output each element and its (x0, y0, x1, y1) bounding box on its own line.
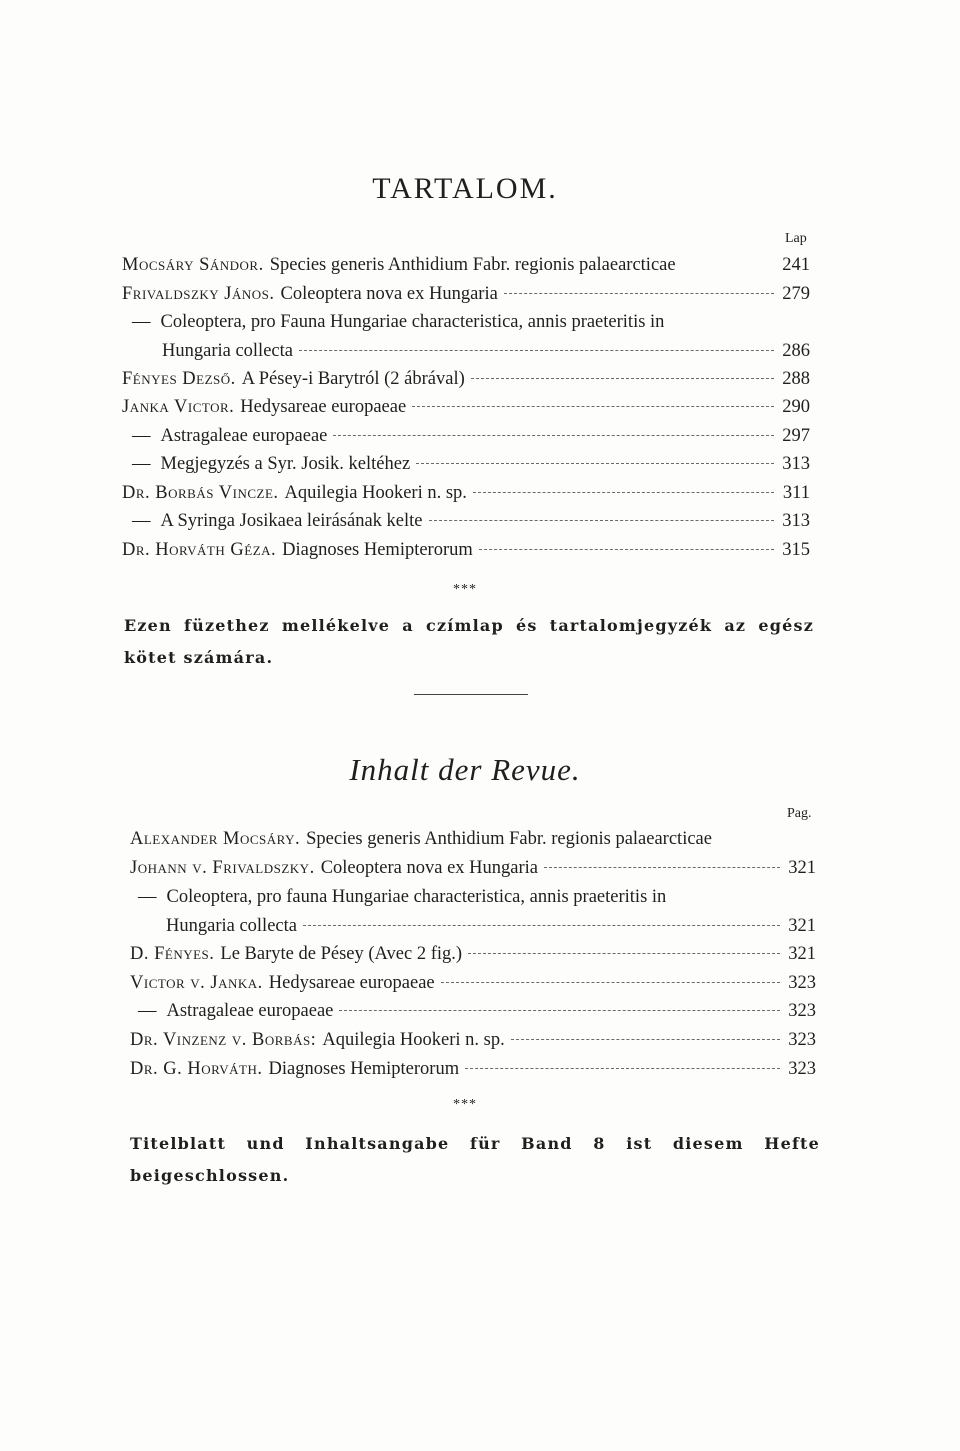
entry-title: Coleoptera, pro Fauna Hungariae characteristica, annis praeteritis in (160, 312, 665, 332)
ditto-dash: — (138, 1001, 157, 1021)
toc-entry (130, 1027, 816, 1053)
supplement-note: Titelblatt und Inhaltsangabe für Band 8 ist diesem Hefte beigeschlossen. (130, 1134, 820, 1185)
entry-title: Hedysareae europaeae (268, 973, 435, 993)
entry-title: Coleoptera, pro fauna Hungariae characteristica, annis praeteritis in (166, 887, 667, 907)
entry-author: Dr. G. Horváth. (130, 1059, 263, 1079)
toc-entry (122, 281, 810, 307)
toc-entry (138, 998, 816, 1024)
entry-author: Janka Victor. (122, 397, 235, 417)
entry-page: 323 (788, 973, 816, 993)
entry-title: Aquilegia Hookeri n. sp. (322, 1030, 505, 1050)
entry-title: Diagnoses Hemipterorum (268, 1059, 460, 1079)
entry-page: 323 (788, 1001, 816, 1021)
entry-page: 321 (788, 858, 816, 878)
toc-entry (132, 423, 810, 449)
toc-entry (122, 537, 810, 563)
entry-page: 315 (782, 540, 810, 560)
ditto-dash: — (132, 426, 151, 446)
entry-page: 286 (782, 341, 810, 361)
toc-entry (130, 855, 816, 881)
dot-leader (511, 1039, 780, 1040)
entry-title: Astragaleae europaeae (166, 1001, 334, 1021)
entry-title: Hungaria collecta (162, 341, 293, 361)
entry-title: A Pésey-i Barytról (2 ábrával) (241, 369, 465, 389)
toc-entry (122, 252, 810, 278)
dot-leader (339, 1010, 780, 1011)
ditto-dash: — (138, 887, 157, 907)
entry-title: Species generis Anthidium Fabr. regionis palaearcticae (269, 255, 676, 275)
entry-author: Mocsáry Sándor. (122, 255, 264, 275)
entry-author: Dr. Borbás Vincze. (122, 483, 279, 503)
entry-page: 321 (788, 916, 816, 936)
entry-page: 279 (782, 284, 810, 304)
toc-entry (130, 826, 816, 852)
page-column-label: Pag. (787, 806, 812, 821)
entry-author: Dr. Horváth Géza. (122, 540, 277, 560)
toc-entry (130, 970, 816, 996)
entry-page: 297 (782, 426, 810, 446)
dot-leader (441, 982, 780, 983)
dot-leader (429, 520, 775, 521)
toc-entry (130, 941, 816, 967)
entry-author: Victor v. Janka. (130, 973, 263, 993)
dot-leader (299, 350, 774, 351)
entry-title: Hungaria collecta (166, 916, 297, 936)
entry-author: Johann v. Frivaldszky. (130, 858, 315, 878)
entry-author: D. Fényes. (130, 944, 215, 964)
dot-leader (416, 463, 774, 464)
entry-title: Le Baryte de Pésey (Avec 2 fig.) (220, 944, 463, 964)
entry-page: 313 (782, 454, 810, 474)
toc-entry (166, 913, 816, 939)
dot-leader (473, 492, 774, 493)
dot-leader (504, 293, 774, 294)
toc-entry (132, 451, 810, 477)
entry-title: Hedysareae europaeae (240, 397, 407, 417)
toc-entry (162, 338, 810, 364)
dot-leader (479, 549, 774, 550)
toc-entry (122, 394, 810, 420)
dot-leader (303, 925, 780, 926)
toc-entry (132, 309, 780, 335)
dot-leader (333, 435, 774, 436)
entry-title: Species generis Anthidium Fabr. regionis palaearcticae (306, 829, 712, 849)
entry-title: Coleoptera nova ex Hungaria (280, 284, 498, 304)
toc-entry (138, 884, 788, 910)
entry-title: Megjegyzés a Syr. Josik. keltéhez (160, 454, 411, 474)
entry-page: 290 (782, 397, 810, 417)
toc-entry (122, 366, 810, 392)
entry-author: Fényes Dezső. (122, 369, 236, 389)
entry-title: Astragaleae europaeae (160, 426, 328, 446)
entry-page: 241 (782, 255, 810, 275)
entry-author: Dr. Vinzenz v. Borbás: (130, 1030, 317, 1050)
dot-leader (412, 406, 774, 407)
entry-page: 288 (782, 369, 810, 389)
ditto-dash: — (132, 312, 151, 332)
entry-author: Alexander Mocsáry. (130, 829, 301, 849)
section-title: Inhalt der Revue. (349, 752, 581, 787)
page-column-label: Lap (785, 231, 807, 246)
ditto-dash: — (132, 511, 151, 531)
entry-title: Coleoptera nova ex Hungaria (320, 858, 538, 878)
dot-leader (471, 378, 774, 379)
entry-page: 311 (782, 483, 810, 503)
page-title: TARTALOM. (372, 172, 558, 205)
section-divider (414, 694, 528, 695)
entry-page: 313 (782, 511, 810, 531)
entry-title: A Syringa Josikaea leirásának kelte (160, 511, 423, 531)
section-stars: *** (453, 1097, 477, 1112)
toc-entry (132, 508, 810, 534)
toc-entry (130, 1056, 816, 1082)
dot-leader (468, 953, 780, 954)
entry-page: 321 (788, 944, 816, 964)
toc-entry (122, 480, 810, 506)
entry-author: Frivaldszky János. (122, 284, 275, 304)
ditto-dash: — (132, 454, 151, 474)
dot-leader (544, 867, 780, 868)
section-stars: *** (453, 582, 477, 597)
entry-title: Aquilegia Hookeri n. sp. (284, 483, 467, 503)
entry-title: Diagnoses Hemipterorum (282, 540, 473, 560)
entry-page: 323 (788, 1030, 816, 1050)
dot-leader (465, 1068, 780, 1069)
supplement-note: Ezen füzethez mellékelve a czímlap és tartalomjegyzék az egész kötet számára. (124, 616, 814, 667)
entry-page: 323 (788, 1059, 816, 1079)
